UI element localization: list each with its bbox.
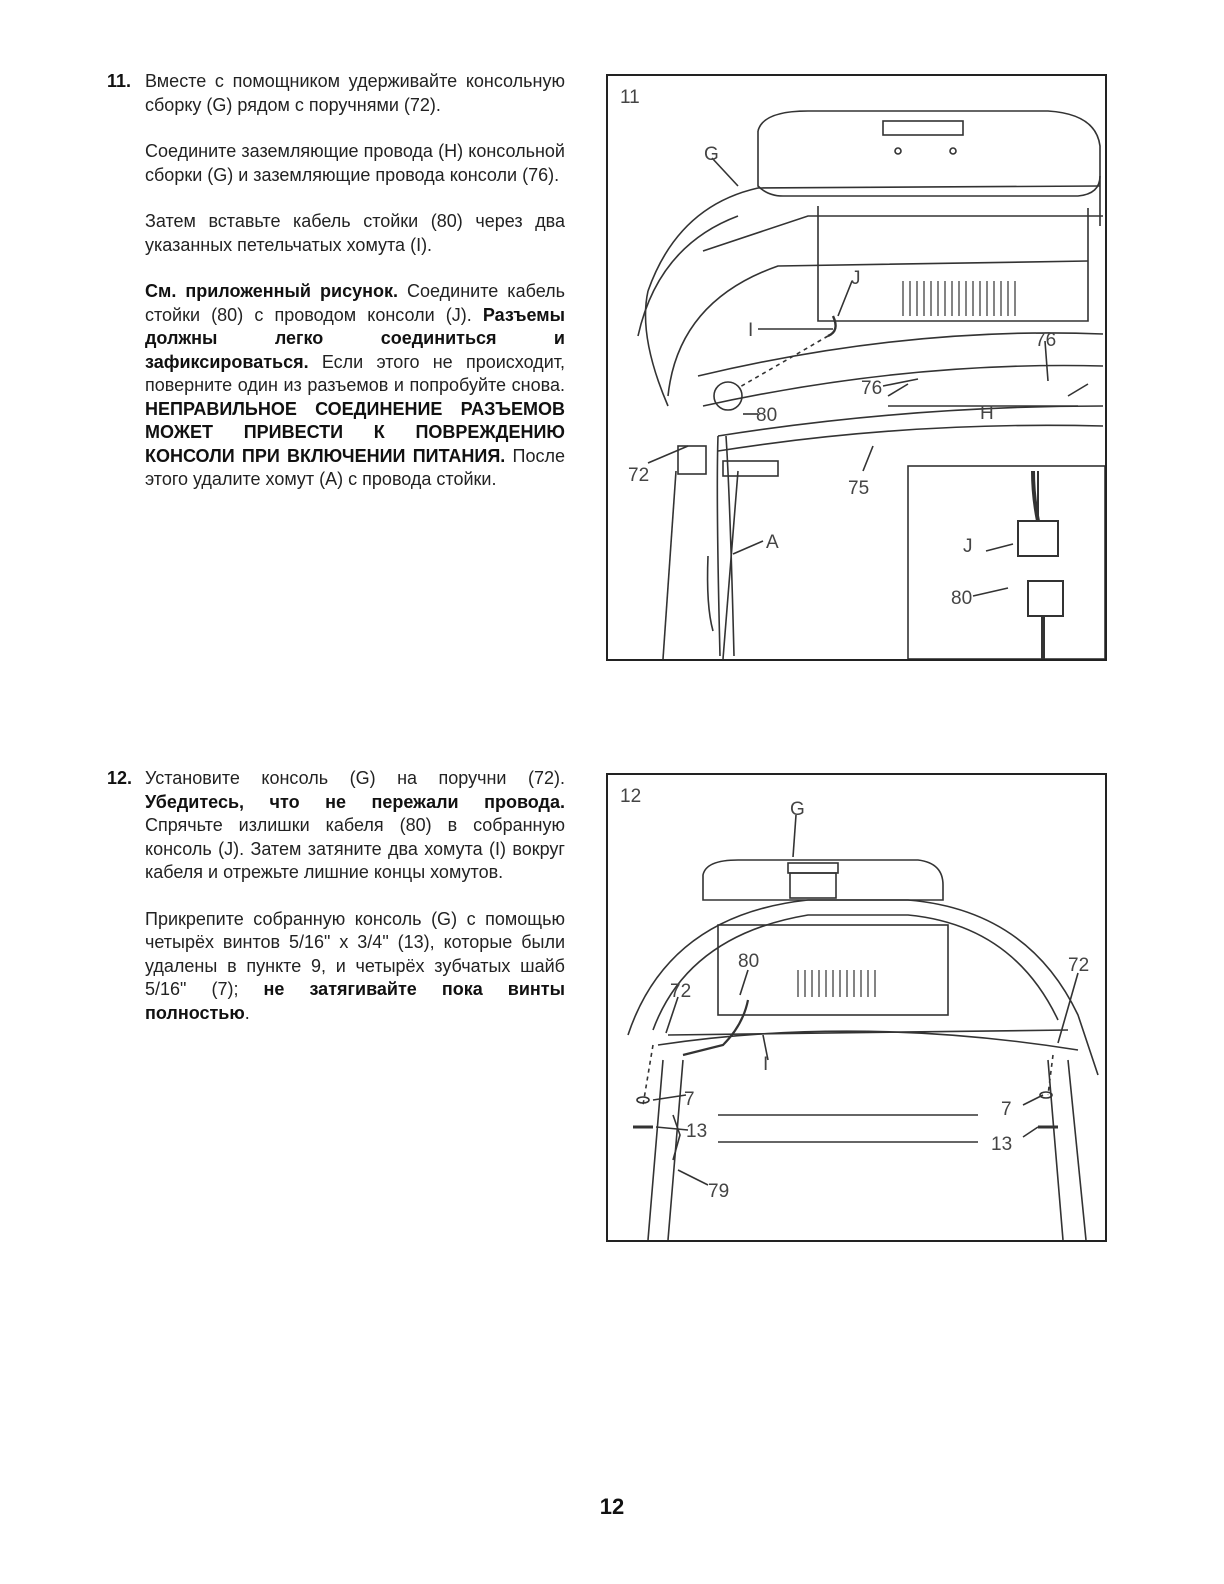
- callout-80: 80: [951, 588, 973, 609]
- warning-text: Убедитесь, что не пережали провода.: [145, 791, 565, 812]
- warning-text: не затягивайте пока винты полностью: [145, 979, 565, 1023]
- figure-11-drawing: [608, 76, 1105, 659]
- callout-G: G: [790, 799, 805, 820]
- callout-J: J: [851, 268, 861, 289]
- warning-text: Разъемы должны легко соединиться и зафиксироваться.: [145, 304, 565, 372]
- callout-I: I: [748, 320, 754, 341]
- step-paragraph: [145, 908, 565, 1026]
- text-run: Установите консоль (G) на поручни (72).: [145, 768, 565, 788]
- callout-72: 72: [1068, 955, 1090, 976]
- figure-number: 12: [620, 786, 642, 807]
- page-number: 12: [599, 1494, 625, 1519]
- callout-75: 75: [848, 478, 870, 499]
- callout-A: A: [766, 532, 779, 553]
- step-paragraph: Соедините заземляющие провода (H) консольной сборки (G) и заземляющие провода консоли (76).: [145, 141, 565, 185]
- emphasis: См. приложенный рисунок.: [145, 281, 398, 301]
- callout-72: 72: [628, 465, 650, 486]
- figure-12-drawing: [608, 775, 1105, 1240]
- step-body: [145, 767, 565, 1048]
- callout-80: 80: [756, 405, 778, 426]
- figure-number: 11: [620, 87, 640, 108]
- warning-text: НЕПРАВИЛЬНОЕ СОЕДИНЕНИЕ РАЗЪЕМОВ МОЖЕТ ПРИВЕСТИ К ПОВРЕЖДЕНИЮ КОНСОЛИ ПРИ ВКЛЮЧЕНИИ ПИТАНИЯ.: [145, 398, 565, 466]
- step-paragraph: [145, 767, 565, 885]
- step-number: 11.: [107, 71, 132, 91]
- step-paragraph: Вместе с помощником удерживайте консольную сборку (G) рядом с поручнями (72).: [145, 71, 565, 115]
- callout-80: 80: [738, 951, 760, 972]
- callout-13: 13: [991, 1134, 1013, 1155]
- callout-72: 72: [670, 981, 692, 1002]
- callout-J: J: [963, 536, 973, 557]
- figure-11: [606, 74, 1107, 661]
- step-number: 12.: [107, 768, 133, 788]
- text-run: После этого удалите хомут (A) с провода стойки.: [145, 445, 566, 489]
- step-paragraph: Затем вставьте кабель стойки (80) через два указанных петельчатых хомута (I).: [145, 211, 565, 255]
- callout-76: 76: [861, 378, 883, 399]
- step-paragraph: [145, 280, 565, 492]
- text-run: Если этого не происходит, поверните один из разъемов и попробуйте снова.: [145, 351, 565, 395]
- callout-7: 7: [684, 1089, 695, 1110]
- step-body: [145, 70, 565, 515]
- callout-79: 79: [708, 1181, 730, 1202]
- callout-7: 7: [1001, 1099, 1012, 1120]
- callout-76: 76: [1035, 330, 1057, 351]
- callout-H: H: [980, 403, 994, 424]
- text-run: Спрячьте излишки кабеля (80) в собранную консоль (J). Затем затяните два хомута (I) вокруг кабеля и отрежьте лишние концы хомутов.: [145, 815, 565, 882]
- callout-13: 13: [686, 1121, 708, 1142]
- text-run: Соедините кабель стойки (80) с проводом консоли (J).: [145, 281, 565, 325]
- callout-G: G: [704, 144, 719, 165]
- callout-I: I: [763, 1054, 769, 1075]
- text-run: Прикрепите собранную консоль (G) с помощью четырёх винтов 5/16" x 3/4" (13), которые были удалены в пункте 9, и четырёх зубчатых шайб 5/16" (7);: [145, 908, 565, 999]
- figure-12: [606, 773, 1107, 1242]
- text-run: .: [244, 1002, 250, 1023]
